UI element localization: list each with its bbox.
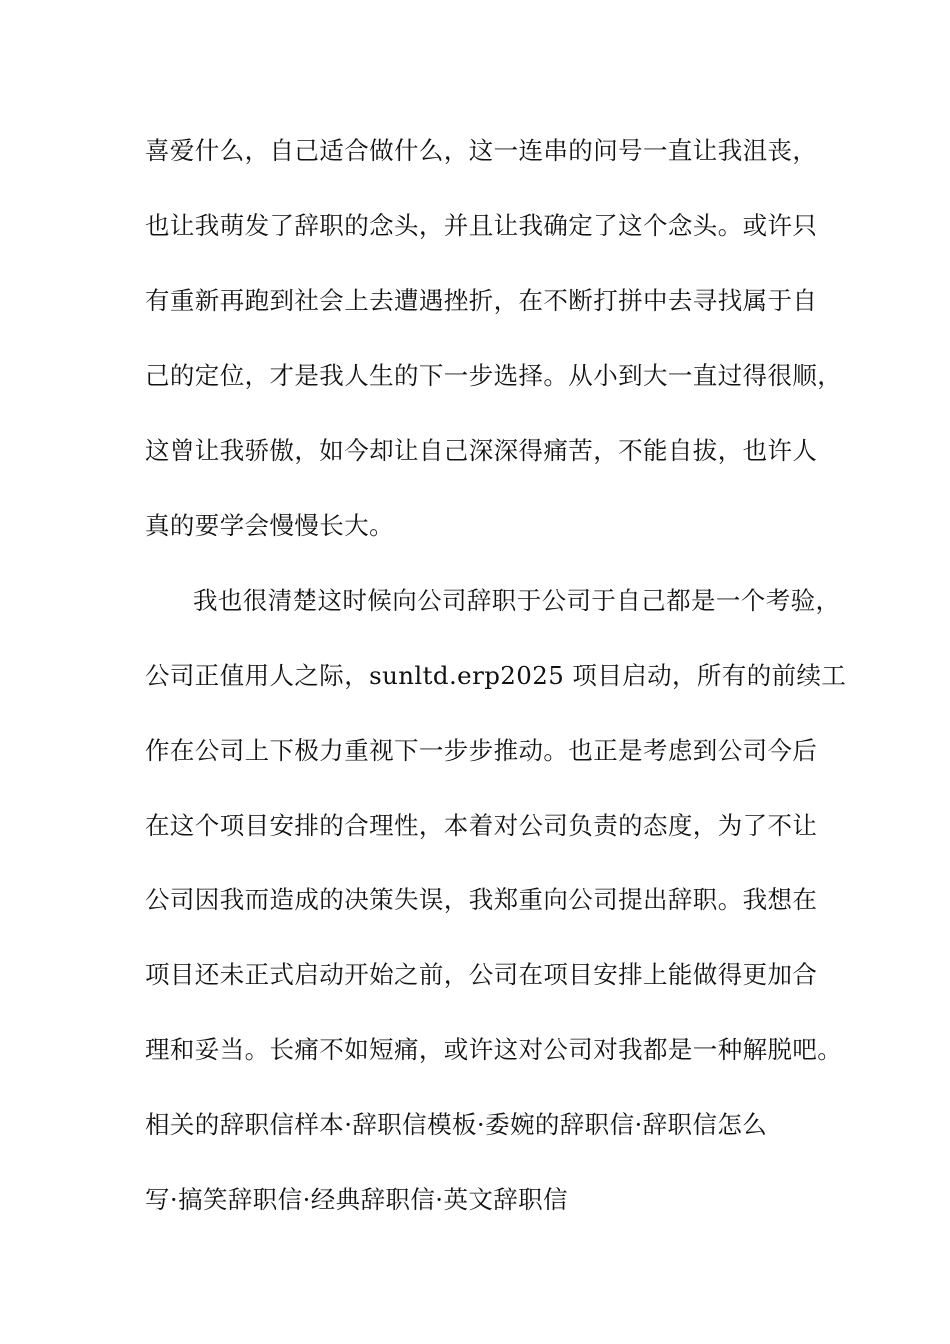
- text-line: 己的定位，才是我人生的下一步选择。从小到大一直过得很顺，: [145, 361, 843, 390]
- related-links-line: 相关的辞职信样本·辞职信模板·委婉的辞职信·辞职信怎么: [145, 1110, 768, 1139]
- text-line: 在这个项目安排的合理性，本着对公司负责的态度，为了不让: [145, 811, 818, 840]
- paragraph-first-line: 我也很清楚这时候向公司辞职于公司于自己都是一个考验，: [193, 586, 841, 615]
- text-line: 喜爱什么，自己适合做什么，这一连串的问号一直让我沮丧，: [145, 136, 818, 165]
- text-line: 也让我萌发了辞职的念头，并且让我确定了这个念头。或许只: [145, 211, 818, 240]
- text-line: 这曾让我骄傲，如今却让自己深深得痛苦，不能自拔，也许人: [145, 436, 818, 465]
- text-line: 公司因我而造成的决策失误，我郑重向公司提出辞职。我想在: [145, 885, 818, 914]
- text-line: 真的要学会慢慢长大。: [145, 511, 394, 540]
- related-links-line: 写·搞笑辞职信·经典辞职信·英文辞职信: [145, 1185, 568, 1214]
- text-line: 作在公司上下极力重视下一步步推动。也正是考虑到公司今后: [145, 736, 818, 765]
- text-line: 有重新再跑到社会上去遭遇挫折，在不断打拼中去寻找属于自: [145, 286, 818, 315]
- text-line: 理和妥当。长痛不如短痛，或许这对公司对我都是一种解脱吧。: [145, 1035, 843, 1064]
- text-line: 公司正值用人之际，sunltd.erp2025 项目启动，所有的前续工: [145, 661, 847, 690]
- text-line: 项目还未正式启动开始之前，公司在项目安排上能做得更加合: [145, 960, 818, 989]
